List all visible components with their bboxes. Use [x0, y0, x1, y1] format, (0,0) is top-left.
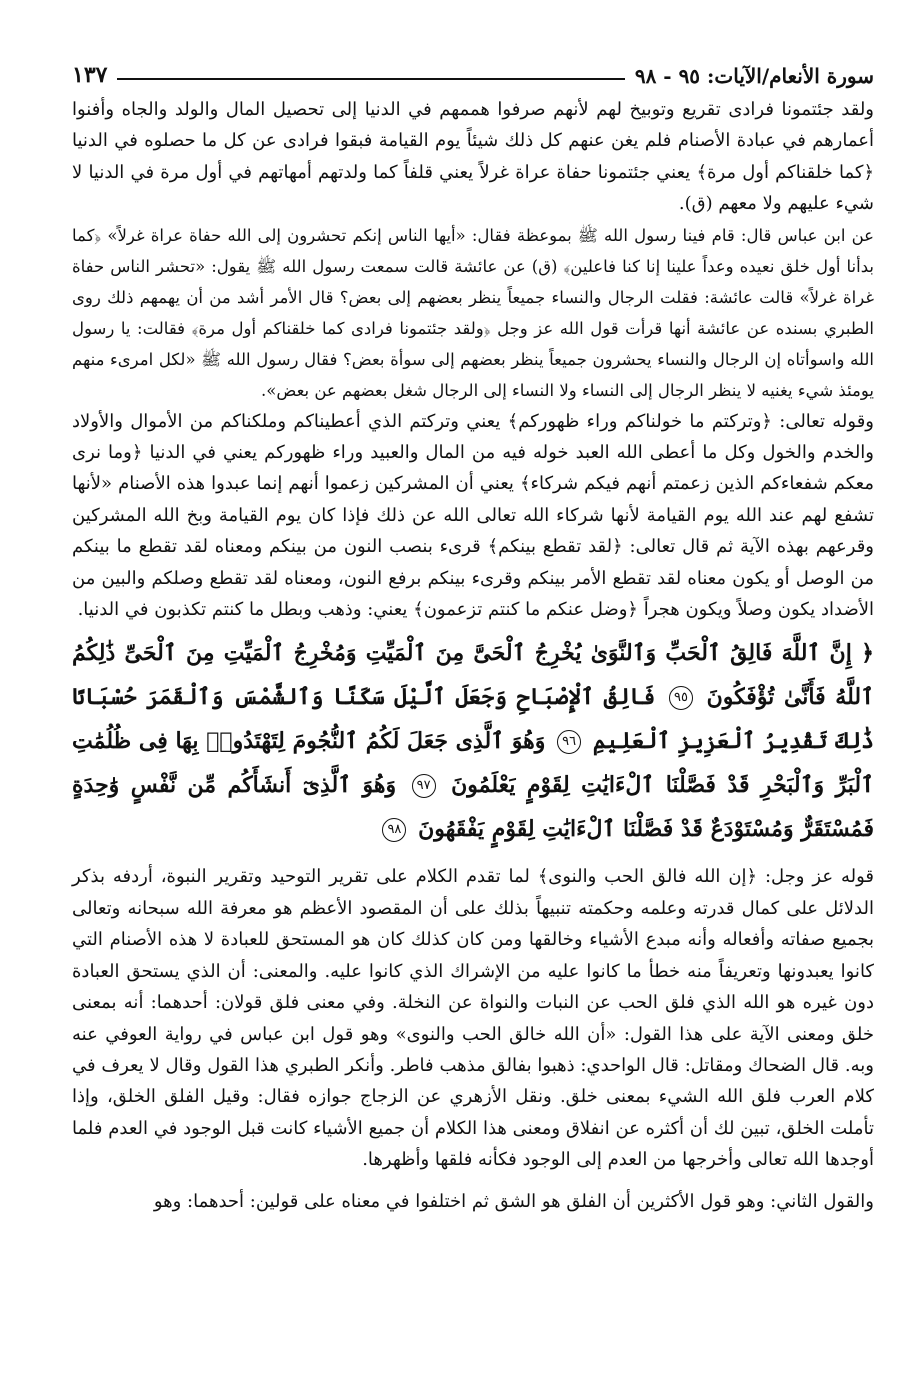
ayah-95-marker: ٩٥ [669, 686, 693, 710]
quran-open-bracket: ﴿ [861, 640, 874, 667]
running-title: سورة الأنعام/الآيات: ٩٥ - ٩٨ [634, 64, 874, 88]
paragraph-hadith: عن ابن عباس قال: قام فينا رسول الله ﷺ بموعظة فقال: «أيها الناس إنكم تحشرون إلى الله حفاة عراة غرلاً» ﴿كما بدأنا أول خلق نعيده وعداً علينا إنا كنا فاعلين﴾ (ق) عن عائشة قالت سمعت رسول الله ﷺ يقول: «تحشر الناس حفاة غراة غرلاً» قالت عائشة: فقلت الرجال والنساء جميعاً ينظر بعضهم إلى بعض؟ قال الأمر أشد من أن يهمهم ذلك روى الطبري بسنده عن عائشة أنها قرأت قول الله عز وجل ﴿ولقد جئتمونا فرادى كما خلقناكم أول مرة﴾ فقالت: يا رسول الله واسوأتاه إن الرجال والنساء يحشرون جميعاً ينظر بعضهم إلى سوأة بعض؟ فقال رسول الله ﷺ «لكل امرىء منهم يومئذ شيء يغنيه لا ينظر الرجال إلى النساء ولا النساء إلى الرجال شغل بعضهم عن بعض». [72, 225, 874, 400]
header-rule [117, 78, 624, 80]
quran-verses [72, 631, 874, 851]
paragraph-3: وقوله تعالى: ﴿وتركتم ما خولناكم وراء ظهوركم﴾ يعني وتركتم الذي أعطيناكم وملكناكم من الأموال والأولاد والخدم والخول وكل ما أعطى الله العبد خوله فيه من المال والعبيد وراء ظهوركم يعني في الدنيا ﴿وما نرى معكم شفعاءكم الذين زعمتم أنهم فيكم شركاء﴾ يعني أن المشركين زعموا أنهم إنما عبدوا هذه الأصنام «لأنها تشفع لهم عند الله يوم القيامة لأنها شركاء الله تعالى الله عن ذلك فإذا كان يوم القيامة وبخ الله المشركين وقرعهم بهذه الآية ثم قال تعالى: ﴿لقد تقطع بينكم﴾ قرىء بنصب النون من بينكم ومعناه لقد تقطع ما بينكم من الوصل أو يكون معناه لقد تقطع الأمر بينكم وقرىء بينكم برفع النون، ومعناه لقد تقطع وصلكم والبين من الأضداد يكون وصلاً ويكون هجراً ﴿وضل عنكم ما كنتم تزعمون﴾ يعني: وذهب وبطل ما كنتم تكذبون في الدنيا. [72, 410, 874, 621]
ayah-98-marker: ٩٨ [382, 818, 406, 842]
ayah-97-text: وَهُوَ ٱلَّذِى جَعَلَ لَكُمُ ٱلنُّجُومَ لِتَهْتَدُوا۟ بِهَا فِى ظُلُمَٰتِ ٱلْبَرِّ وَٱلْبَحْرِ قَدْ فَصَّلْنَا ٱلْءَايَٰتِ لِقَوْمٍ يَعْلَمُونَ [72, 728, 874, 799]
paragraph-1: ولقد جئتمونا فرادى تقريع وتوبيخ لهم لأنهم صرفوا هممهم في الدنيا إلى تحصيل المال والولد والجاه وأفنوا أعمارهم في عبادة الأصنام فلم يغن عنهم كل ذلك شيئاً يوم القيامة فبقوا فرادى عن كل ما حصلوه في الدنيا ﴿كما خلقناكم أول مرة﴾ يعني جئتمونا حفاة عراة غرلاً يعني قلفاً كما ولدتهم أمهاتهم في أول مرة في الدنيا لا شيء عليهم ولا معهم (ق). [72, 99, 874, 215]
ayah-97-marker: ٩٧ [412, 774, 436, 798]
page-number: ١٣٧ [72, 62, 108, 88]
paragraph-second-opinion: والقول الثاني: وهو قول الأكثرين أن الفلق هو الشق ثم اختلفوا في معناه على قولين: أحدهما: وهو [153, 1190, 874, 1212]
ayah-96-marker: ٩٦ [557, 730, 581, 754]
page-header [72, 52, 874, 88]
ayah-96-text: فَالِقُ ٱلْإِصْبَاحِ وَجَعَلَ ٱلَّيْلَ سَكَنًا وَٱلشَّمْسَ وَٱلْقَمَرَ حُسْبَانًا ذَٰلِكَ تَقْدِيرُ ٱلْعَزِيزِ ٱلْعَلِيمِ [72, 684, 874, 755]
paragraph-tafsir: قوله عز وجل: ﴿إن الله فالق الحب والنوى﴾ لما تقدم الكلام على تقرير التوحيد وتقرير النبوة، أردفه بذكر الدلائل على كمال قدرته وعلمه وحكمته تنبيهاً بذلك على أن المقصود الأعظم هو معرفة الله سبحانه وتعالى بجميع صفاته وأفعاله وأنه مبدع الأشياء وخالقها ومن كان كذلك كان هو المستحق للعبادة لا هذه الأصنام التي كانوا يعبدونها وتعريفاً منه خطأ ما كانوا عليه من الإشراك الذي كانوا عليه. والمعنى: أن الذي يستحق العبادة دون غيره هو الله الذي فلق الحب عن النبات والنواة عن النخلة. وفي معنى فلق قولان: أحدهما: أنه بمعنى خلق ومعنى الآية على هذا القول: «أن الله خالق الحب والنوى» وهو قول ابن عباس في رواية العوفي عنه وبه. قال الضحاك ومقاتل: قال الواحدي: ذهبوا بفالق مذهب فاطر. وأنكر الطبري هذا القول وقال لا يعرف في كلام العرب فلق الله الشيء بمعنى خلق. ونقل الأزهري عن الزجاج جوازه فقال: وقيل الفلق الخلق، وإذا تأملت الخلق، تبين لك أن أكثره عن انفلاق ومعنى هذا الكلام أن جميع الأشياء كانت قبل الوجود في العدم فلما أوجدها الله تعالى وأخرجها من العدم إلى الوجود فكأنه فلقها وأظهرها. [72, 866, 875, 1171]
ayah-98-text: وَهُوَ ٱلَّذِىٓ أَنشَأَكُم مِّن نَّفْسٍ وَٰحِدَةٍ فَمُسْتَقَرٌّ وَمُسْتَوْدَعٌ قَدْ فَصَّلْنَا ٱلْءَايَٰتِ لِقَوْمٍ يَفْقَهُونَ [72, 772, 874, 843]
ayah-95-text: إِنَّ ٱللَّهَ فَالِقُ ٱلْحَبِّ وَٱلنَّوَىٰ يُخْرِجُ ٱلْحَىَّ مِنَ ٱلْمَيِّتِ وَمُخْرِجُ ٱلْمَيِّتِ مِنَ ٱلْحَىِّ ذَٰلِكُمُ ٱللَّهُ فَأَنَّىٰ تُؤْفَكُونَ [72, 640, 874, 711]
